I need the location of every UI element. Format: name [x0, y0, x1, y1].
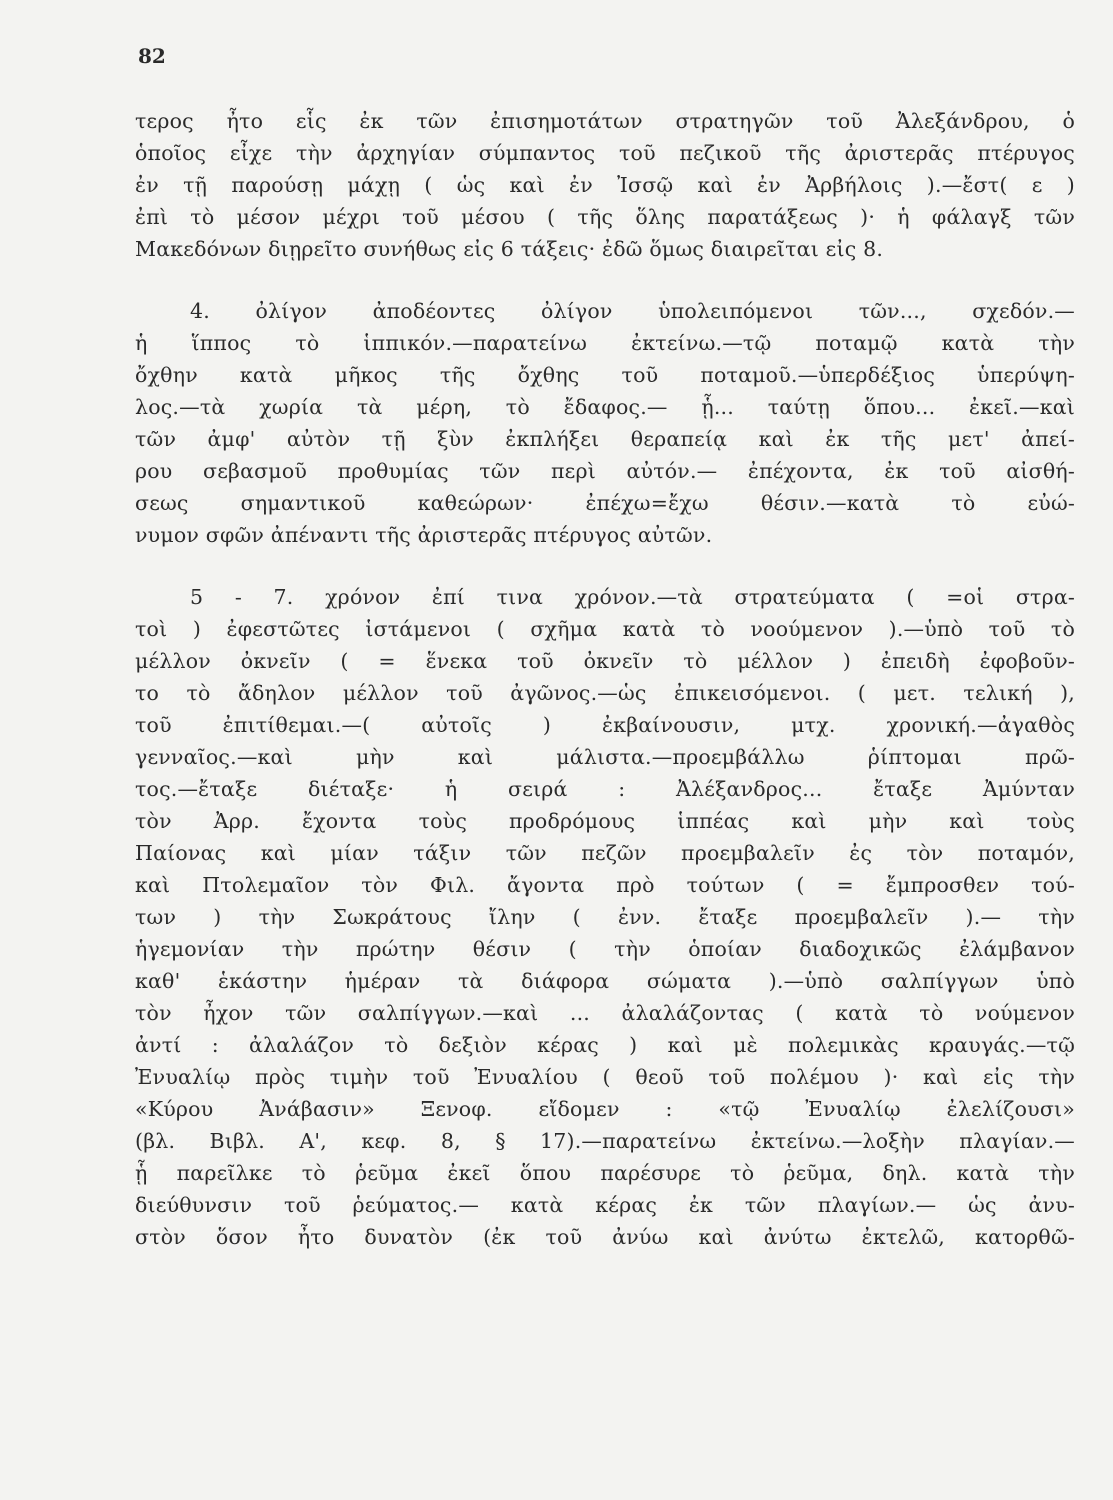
text-line: καθ' ἑκάστην ἡμέραν τὰ διάφορα σώματα ).—ὑπὸ σαλπίγγων ὑπὸ: [135, 969, 1075, 993]
text-line: Παίονας καὶ μίαν τάξιν τῶν πεζῶν προεμβαλεῖν ἐς τὸν ποταμόν,: [135, 841, 1075, 865]
paragraph-5-7: [135, 581, 1075, 1253]
text-line: σεως σημαντικοῦ καθεώρων· ἐπέχω=ἔχω θέσιν.—κατὰ τὸ εὐώ-: [135, 491, 1075, 515]
text-line: «Κύρου Ἀνάβασιν» Ξενοφ. εἴδομεν : «τῷ Ἐνυαλίῳ ἐλελίζουσι»: [135, 1097, 1075, 1121]
text-line: (βλ. Βιβλ. Α', κεφ. 8, § 17).—παρατείνω ἐκτείνω.—λοξὴν πλαγίαν.—: [135, 1129, 1075, 1153]
text-line: ἐπὶ τὸ μέσον μέχρι τοῦ μέσου ( τῆς ὅλης παρατάξεως )· ἡ φάλαγξ τῶν: [135, 205, 1075, 229]
text-line: τὸν Ἀρρ. ἔχοντα τοὺς προδρόμους ἱππέας καὶ μὴν καὶ τοὺς: [135, 809, 1075, 833]
text-line: ἡ ἵππος τὸ ἱππικόν.—παρατείνω ἐκτείνω.—τῷ ποταμῷ κατὰ τὴν: [135, 331, 1075, 355]
paragraph-1: [135, 105, 1075, 265]
text-line: ἀντί : ἀλαλάζον τὸ δεξιὸν κέρας ) καὶ μὲ πολεμικὰς κραυγάς.—τῷ: [135, 1033, 1075, 1057]
text-line: Ἐνυαλίῳ πρὸς τιμὴν τοῦ Ἐνυαλίου ( θεοῦ τοῦ πολέμου )· καὶ εἰς τὴν: [135, 1065, 1075, 1089]
text-line: τοὶ ) ἐφεστῶτες ἱστάμενοι ( σχῆμα κατὰ τὸ νοούμενον ).—ὑπὸ τοῦ τὸ: [135, 617, 1075, 641]
text-line: ᾗ παρεῖλκε τὸ ῥεῦμα ἐκεῖ ὅπου παρέσυρε τὸ ῥεῦμα, δηλ. κατὰ τὴν: [135, 1161, 1075, 1185]
text-line: ὄχθην κατὰ μῆκος τῆς ὄχθης τοῦ ποταμοῦ.—ὑπερδέξιος ὑπερύψη-: [135, 363, 1075, 387]
text-line: των ) τὴν Σωκράτους ἴλην ( ἐνν. ἔταξε προεμβαλεῖν ).— τὴν: [135, 905, 1075, 929]
text-line: στὸν ὅσον ἦτο δυνατὸν (ἐκ τοῦ ἀνύω καὶ ἀνύτω ἐκτελῶ, κατορθῶ-: [135, 1225, 1075, 1249]
text-line: ὁποῖος εἶχε τὴν ἀρχηγίαν σύμπαντος τοῦ πεζικοῦ τῆς ἀριστερᾶς πτέρυγος: [135, 141, 1075, 165]
text-line: μέλλον ὀκνεῖν ( = ἕνεκα τοῦ ὀκνεῖν τὸ μέλλον ) ἐπειδὴ ἐφοβοῦν-: [135, 649, 1075, 673]
text-line: τος.—ἔταξε διέταξε· ἡ σειρά : Ἀλέξανδρος... ἔταξε Ἀμύνταν: [135, 777, 1075, 801]
text-line: Μακεδόνων διῃρεῖτο συνήθως εἰς 6 τάξεις· ἐδῶ ὅμως διαιρεῖται εἰς 8.: [135, 237, 884, 261]
text-line: 4. ὀλίγον ἀποδέοντες ὀλίγον ὑπολειπόμενοι τῶν..., σχεδόν.—: [190, 299, 1075, 323]
text-line: διεύθυνσιν τοῦ ῥεύματος.— κατὰ κέρας ἐκ τῶν πλαγίων.— ὡς ἀνυ-: [135, 1193, 1075, 1217]
page-number: 82: [138, 44, 166, 68]
text-line: ἐν τῇ παρούσῃ μάχῃ ( ὡς καὶ ἐν Ἰσσῷ καὶ ἐν Ἀρβήλοις ).—ἔστ( ε ): [135, 173, 1075, 197]
text-line: καὶ Πτολεμαῖον τὸν Φιλ. ἄγοντα πρὸ τούτων ( = ἔμπροσθεν τού-: [135, 873, 1075, 897]
text-line: 5 - 7. χρόνον ἐπί τινα χρόνον.—τὰ στρατεύματα ( =οἱ στρα-: [190, 585, 1075, 609]
text-line: τῶν ἀμφ' αὐτὸν τῇ ξὺν ἐκπλήξει θεραπείᾳ καὶ ἐκ τῆς μετ' ἀπεί-: [135, 427, 1075, 451]
text-line: ἡγεμονίαν τὴν πρώτην θέσιν ( τὴν ὁποίαν διαδοχικῶς ἐλάμβανον: [135, 937, 1075, 961]
text-line: γενναῖος.—καὶ μὴν καὶ μάλιστα.—προεμβάλλω ῥίπτομαι πρῶ-: [135, 745, 1075, 769]
text-line: τὸν ἦχον τῶν σαλπίγγων.—καὶ ... ἀλαλάζοντας ( κατὰ τὸ νούμενον: [135, 1001, 1075, 1025]
paragraph-4: [135, 295, 1075, 551]
text-line: τερος ἦτο εἷς ἐκ τῶν ἐπισημοτάτων στρατηγῶν τοῦ Ἀλεξάνδρου, ὁ: [135, 109, 1075, 133]
text-line: τοῦ ἐπιτίθεμαι.—( αὐτοῖς ) ἐκβαίνουσιν, μτχ. χρονική.—ἀγαθὸς: [135, 713, 1075, 737]
commentary-text: [135, 105, 1075, 1253]
text-line: νυμον σφῶν ἀπέναντι τῆς ἀριστερᾶς πτέρυγος αὐτῶν.: [135, 523, 713, 547]
text-line: ρου σεβασμοῦ προθυμίας τῶν περὶ αὐτόν.— ἐπέχοντα, ἐκ τοῦ αἰσθή-: [135, 459, 1075, 483]
text-line: το τὸ ἄδηλον μέλλον τοῦ ἀγῶνος.—ὡς ἐπικεισόμενοι. ( μετ. τελική ),: [135, 681, 1075, 705]
text-line: λος.—τὰ χωρία τὰ μέρη, τὸ ἔδαφος.— ᾗ... ταύτῃ ὅπου... ἐκεῖ.—καὶ: [135, 395, 1075, 419]
